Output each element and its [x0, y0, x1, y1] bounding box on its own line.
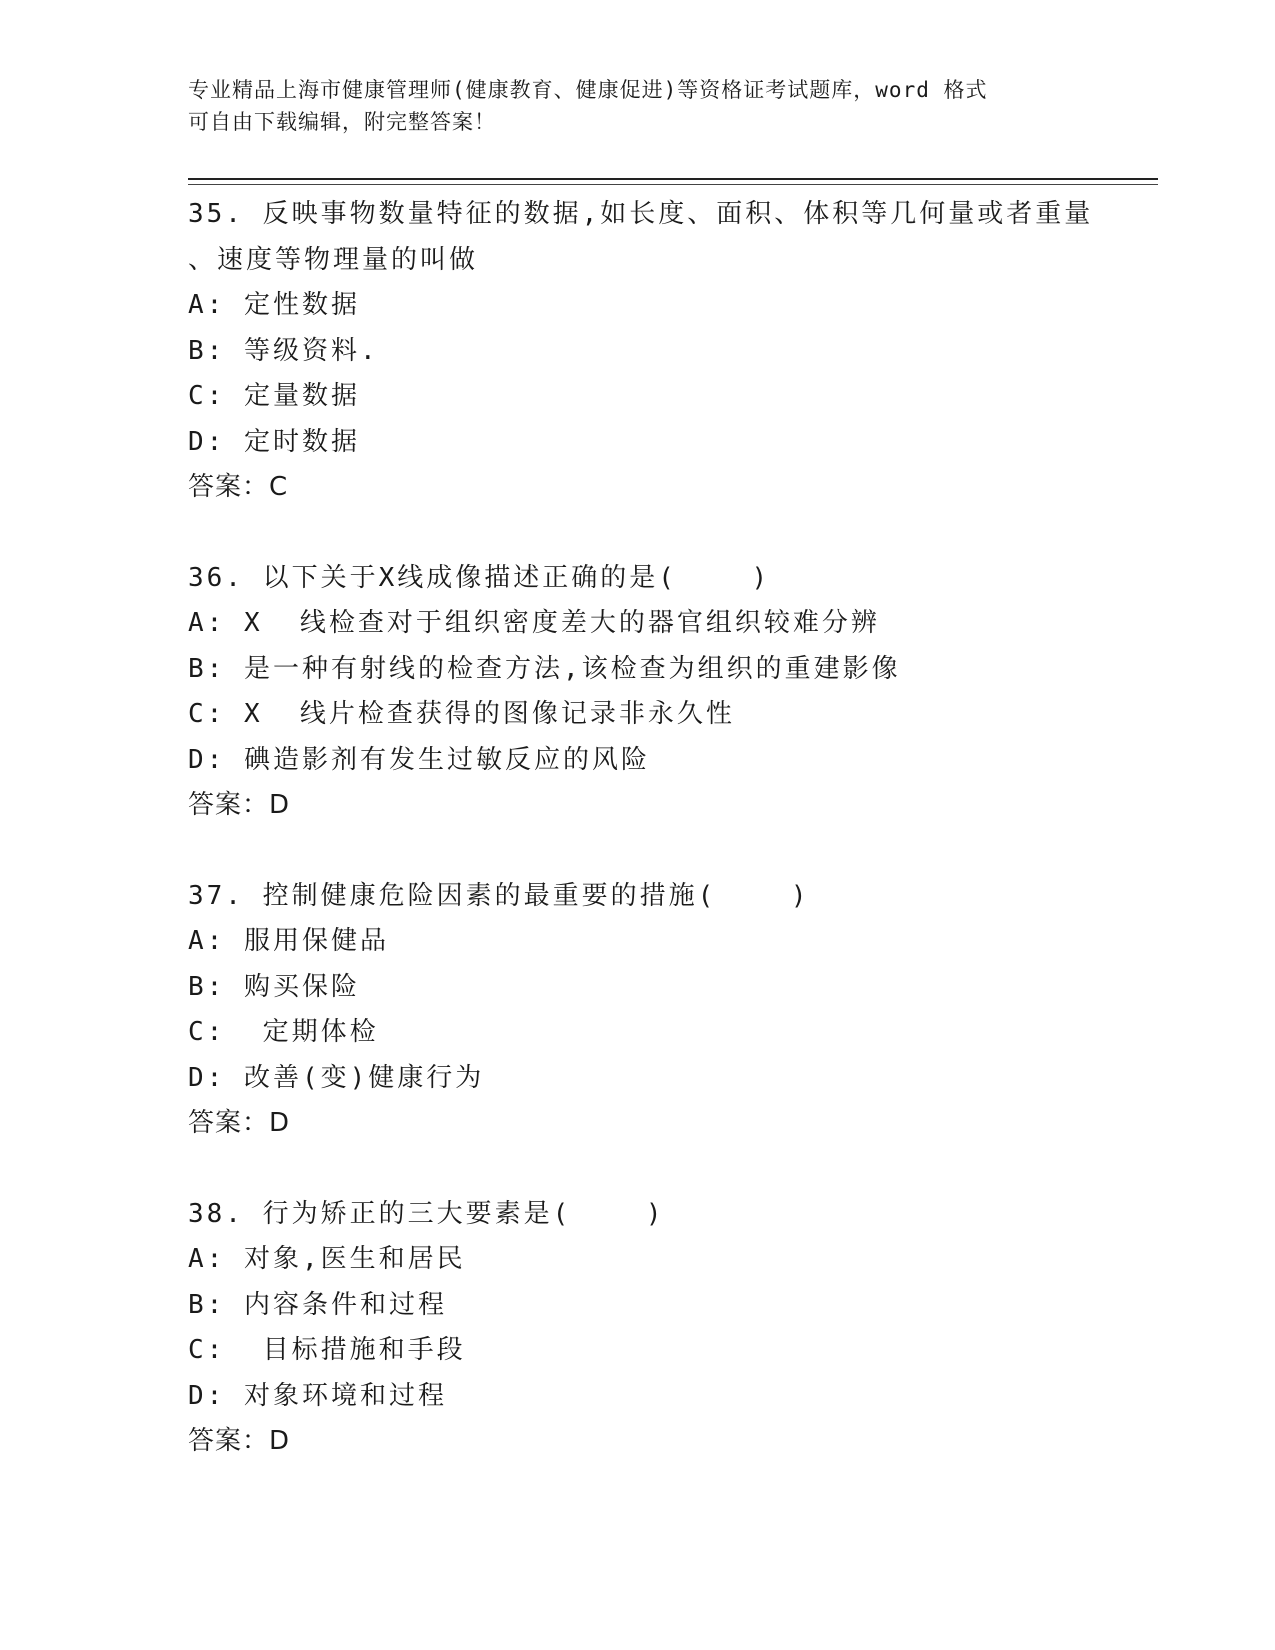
- option-b: B: 购买保险: [188, 971, 360, 1002]
- question-stem: 35. 反映事物数量特征的数据,如长度、面积、体积等几何量或者重量: [188, 199, 1094, 229]
- option-a: A: 定性数据: [188, 290, 360, 320]
- option-c: C: 定期体检: [188, 1017, 379, 1047]
- header-divider-thick: [188, 178, 1158, 180]
- question-36: [188, 556, 1108, 829]
- option-c: C: X 线片检查获得的图像记录非永久性: [188, 699, 735, 729]
- question-stem: 38. 行为矫正的三大要素是( ): [188, 1198, 665, 1229]
- answer-line: 答案：C: [188, 472, 289, 502]
- question-stem: 、速度等物理量的叫做: [188, 244, 479, 275]
- option-a: A: 对象,医生和居民: [188, 1244, 466, 1274]
- option-d: D: 对象环境和过程: [188, 1380, 447, 1411]
- option-b: B: 等级资料.: [188, 335, 379, 366]
- header-divider-thin: [188, 184, 1158, 185]
- option-b: B: 内容条件和过程: [188, 1289, 447, 1320]
- header-line-2: 可自由下载编辑，附完整答案！: [188, 110, 496, 134]
- question-37: [188, 874, 1108, 1147]
- option-d: D: 碘造影剂有发生过敏反应的风险: [188, 744, 650, 775]
- question-stem: 37. 控制健康危险因素的最重要的措施( ): [188, 880, 810, 911]
- option-b: B: 是一种有射线的检查方法,该检查为组织的重建影像: [188, 653, 901, 684]
- answer-line: 答案：D: [188, 1426, 291, 1456]
- option-a: A: 服用保健品: [188, 926, 389, 956]
- option-c: C: 目标措施和手段: [188, 1335, 466, 1365]
- option-a: A: X 线检查对于组织密度差大的器官组织较难分辨: [188, 608, 880, 638]
- option-d: D: 定时数据: [188, 426, 360, 457]
- header-line-1: 专业精品上海市健康管理师(健康教育、健康促进)等资格证考试题库，word 格式: [188, 78, 988, 102]
- question-38: [188, 1192, 1108, 1465]
- option-c: C: 定量数据: [188, 381, 360, 411]
- document-header: [188, 74, 1088, 138]
- question-stem: 36. 以下关于X线成像描述正确的是( ): [188, 562, 771, 593]
- option-d: D: 改善(变)健康行为: [188, 1062, 485, 1093]
- question-list: [188, 192, 1108, 1510]
- answer-line: 答案：D: [188, 1108, 291, 1138]
- question-35: [188, 192, 1108, 511]
- answer-line: 答案：D: [188, 790, 291, 820]
